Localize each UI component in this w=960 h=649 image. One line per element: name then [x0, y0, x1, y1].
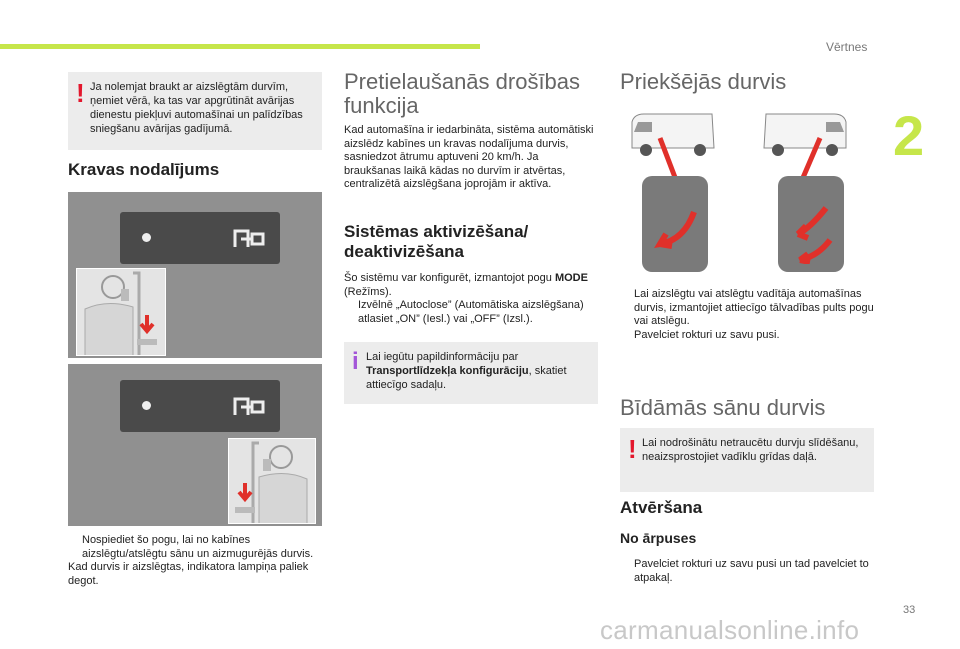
- bullet-arrow-icon: [344, 299, 358, 326]
- watermark: carmanualsonline.info: [600, 615, 860, 645]
- anti-theft-title: [344, 70, 598, 118]
- anti-theft-title-line1: Pretielaušanās drošības: [344, 69, 581, 94]
- pull-arrow-icon: [654, 204, 700, 250]
- warning-icon: !: [76, 78, 85, 108]
- door-lock-icon: [232, 226, 266, 250]
- warning-text: Ja nolemjat braukt ar aizslēgtām durvīm, ņemiet vērā, ka tas var apgrūtināt avārijas dienestu piekļuvi automašīnai un palīdzības sniegšanu avārijas gadījumā.: [90, 81, 303, 135]
- info-icon: i: [352, 348, 359, 375]
- top-accent-bar: [0, 44, 480, 49]
- indicator-lamp-icon: [142, 401, 151, 410]
- cargo-bullet-text: Nospiediet šo pogu, lai no kabīnes aizslēgtu/atslēgtu sānu un aizmugurējās durvis.: [82, 534, 314, 560]
- warning-icon: !: [628, 434, 637, 464]
- sliding-bullet: [620, 558, 874, 585]
- cabin-door-inset: [76, 268, 166, 356]
- page-number: 33: [903, 604, 916, 616]
- cargo-note: Kad durvis ir aizslēgtas, indikatora lampiņa paliek degot.: [68, 561, 309, 587]
- cabin-door-inset: [228, 438, 316, 524]
- info-box: [344, 342, 598, 404]
- activation-title-line2: deaktivizēšana: [344, 242, 465, 261]
- front-doors-bullet-1-text: Lai aizslēgtu vai atslēgtu vadītāja automašīnas durvis, izmantojiet attiecīgo tālvadības pults pogu vai atslēgu.: [634, 288, 874, 328]
- pull-return-arrow-icon: [790, 204, 836, 264]
- opening-title: Atvēršana: [620, 498, 703, 517]
- cargo-lock-photo-1: [68, 192, 322, 358]
- front-doors-title: Priekšējās durvis: [620, 69, 787, 94]
- cargo-lock-photo-2: [68, 364, 322, 526]
- front-doors-bullet-1: [620, 288, 874, 329]
- info-link-term: Transportlīdzekļa konfigurāciju: [366, 365, 529, 377]
- mode-button-name: MODE: [554, 272, 588, 284]
- anti-theft-text: Kad automašīna ir iedarbināta, sistēma automātiski aizslēdz kabīnes un kravas nodalījuma durvis, sasniedzot ātrumu aptuveni 20 km/h. Ja braukšanas laikā kādas no durvīm ir atvērtas, centralizētā aizslēgšana joprojām ir aktīva.: [344, 124, 594, 191]
- bullet-arrow-icon: [68, 534, 82, 561]
- bullet-arrow-icon: [620, 329, 634, 343]
- activation-text: Šo sistēmu var konfigurēt, izmantojot pogu MODE (Režīms).: [344, 272, 588, 298]
- activation-section: [344, 222, 598, 326]
- activation-bullet-text: Izvēlnē „Autoclose” (Automātiska aizslēgšana) atlasiet „ON” (Iesl.) vai „OFF” (Izsl.).: [358, 299, 584, 325]
- sliding-doors-title: Bīdāmās sānu durvis: [620, 395, 826, 420]
- activation-bullet: [344, 299, 598, 326]
- lock-switch-panel: [120, 380, 280, 432]
- bullet-arrow-icon: [620, 558, 634, 585]
- section-label: Vērtnes: [826, 40, 868, 54]
- warning-box-top: [68, 72, 322, 150]
- cargo-title: Kravas nodalījums: [68, 160, 220, 179]
- sliding-warning-text: Lai nodrošinātu netraucētu durvju slīdēšanu, neaizsprostojiet vadīklu grīdas daļā.: [642, 437, 859, 463]
- bullet-arrow-icon: [620, 288, 634, 329]
- cabin-door-illustration: [229, 439, 315, 523]
- outside-title: No ārpuses: [620, 530, 697, 546]
- info-text: Lai iegūtu papildinformāciju par Transportlīdzekļa konfigurāciju, skatiet attiecīgo sadaļu.: [366, 351, 567, 391]
- activation-title: [344, 222, 598, 262]
- sliding-bullet-text: Pavelciet rokturi uz savu pusi un tad pavelciet to atpakaļ.: [634, 558, 869, 584]
- activation-title-line1: Sistēmas aktivizēšana/: [344, 222, 529, 241]
- cabin-door-illustration: [77, 269, 165, 355]
- chapter-number: 2: [893, 104, 925, 167]
- lock-switch-panel: [120, 212, 280, 264]
- indicator-lamp-icon: [142, 233, 151, 242]
- anti-theft-title-line2: funkcija: [344, 93, 419, 118]
- warning-box-sliding: [620, 428, 874, 492]
- front-doors-illustration: [620, 108, 874, 278]
- front-doors-bullet-2: [620, 329, 874, 343]
- cargo-instructions: [68, 534, 322, 588]
- front-doors-bullet-2-text: Pavelciet rokturi uz savu pusi.: [634, 328, 780, 341]
- anti-theft-section: [344, 70, 598, 192]
- cargo-bullet: [68, 534, 322, 561]
- door-lock-icon: [232, 394, 266, 418]
- sliding-instructions: [620, 558, 874, 585]
- front-doors-instructions: [620, 288, 874, 342]
